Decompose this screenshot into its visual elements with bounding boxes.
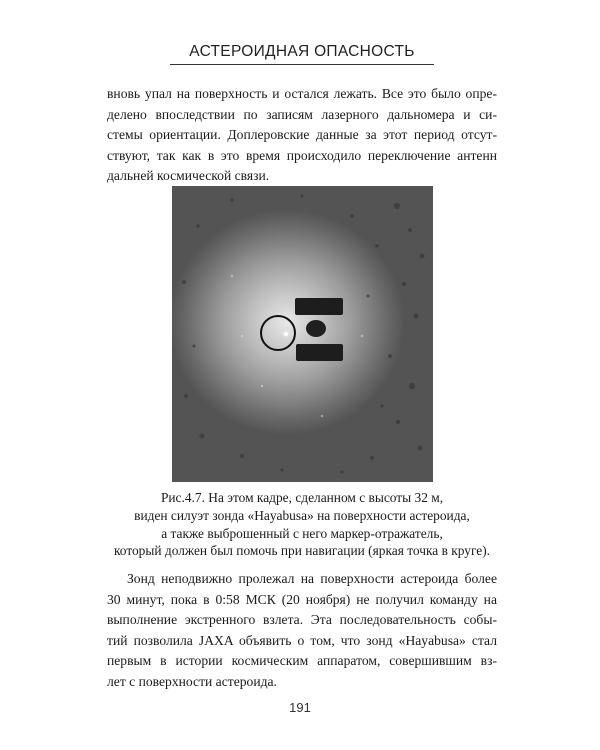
text-line: вновь упал на поверхность и остался лежать. Все это было опре- [107,86,497,101]
figure-caption [100,489,504,560]
asteroid-surface-photo [172,186,433,482]
text-line: ствуют, так как в это время происходило переключение антенн [107,147,497,163]
text-line: делено впоследствии по записям лазерного дальномера и си- [107,106,497,122]
marker-circle [260,315,296,351]
caption-line: а также выброшенный с него маркер-отражатель, [161,525,443,541]
running-head: АСТЕРОИДНАЯ ОПАСНОСТЬ [189,43,415,60]
paragraph-top [107,84,497,187]
header-rule [170,64,434,65]
probe-body-shadow [306,320,326,337]
text-line: лет с поверхности астероида. [107,673,277,689]
target-marker-dot [284,332,288,336]
text-line: 30 минут, пока в 0:58 МСК (20 ноября) не получил команду на [107,591,497,607]
solar-panel-shadow-bottom [296,344,343,361]
text-line: стемы ориентации. Доплеровские данные за этот период отсут- [107,127,497,142]
paragraph-bottom [107,569,497,692]
text-line: выполнение экстренного взлета. Эта последовательность собы- [107,612,497,627]
surface-texture [172,186,433,482]
solar-panel-shadow-top [295,298,343,315]
text-line: тий позволила JAXA объявить о том, что зонд «Hayabusa» стал [107,632,497,648]
page-number: 191 [289,700,311,715]
text-line: Зонд неподвижно пролежал на поверхности астероида более [127,571,497,586]
text-line: первым в истории космическим аппаратом, совершившим вз- [107,653,497,668]
caption-line: виден силуэт зонда «Hayabusa» на поверхности астероида, [134,507,470,523]
text-line: дальней космической связи. [107,168,270,183]
caption-line: который должен был помочь при навигации (яркая точка в круге). [113,543,491,559]
caption-line: Рис.4.7. На этом кадре, сделанном с высоты 32 м, [160,490,444,505]
